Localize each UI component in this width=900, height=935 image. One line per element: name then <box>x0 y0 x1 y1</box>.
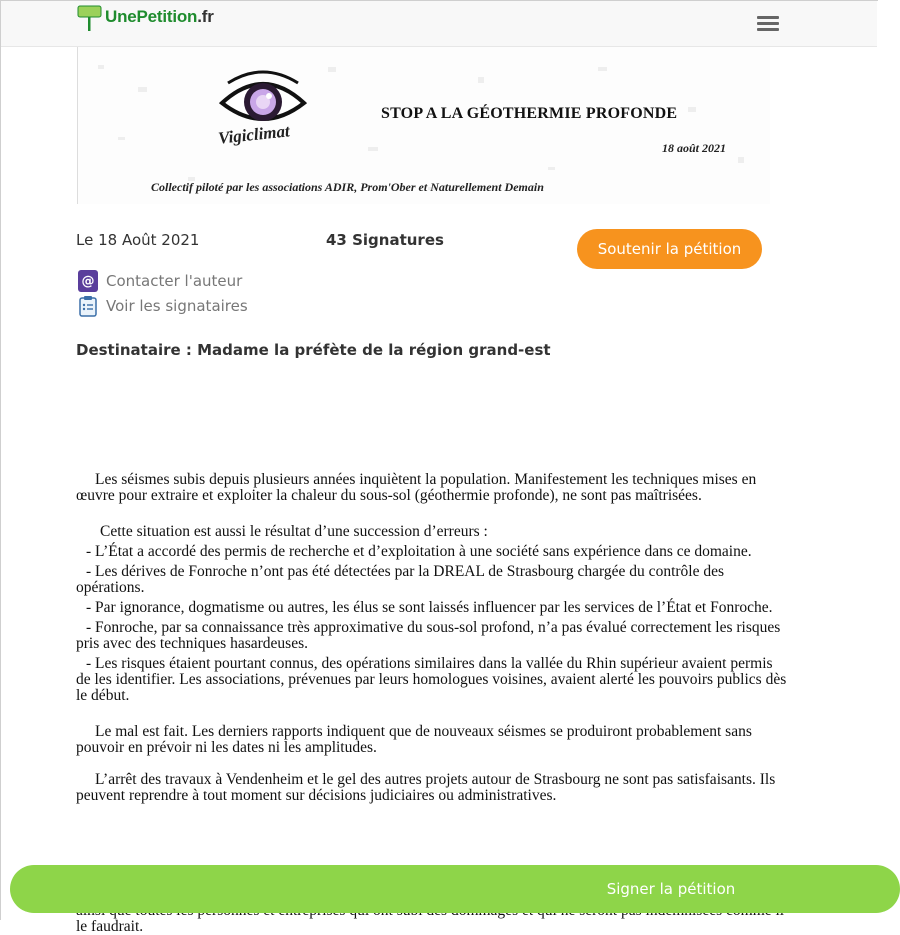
petition-banner-image <box>77 47 770 204</box>
clipboard-list-icon <box>78 295 98 317</box>
petition-recipient: Destinataire : Madame la préfète de la région grand-est <box>76 341 551 359</box>
at-sign-icon: @ <box>78 270 98 292</box>
body-paragraph-cutoff: le faudrait. <box>76 918 144 935</box>
protest-sign-icon <box>77 3 103 31</box>
view-signatories-link[interactable] <box>78 295 248 317</box>
body-paragraph: L’arrêt des travaux à Vendenheim et le gel des autres projets autour de Strasbourg ne sont pas satisfaisants. Ils peuvent reprendre à tout moment sur décisions judiciaires ou administratives. <box>76 771 776 804</box>
signature-count: 43 Signatures <box>326 231 444 249</box>
petition-body <box>76 472 790 804</box>
body-paragraph: Le mal est fait. Les derniers rapports indiquent que de nouveaux séismes se produiront probablement sans pouvoir en prévoir ni les dates ni les amplitudes. <box>76 723 752 756</box>
banner-title: STOP A LA GÉOTHERMIE PROFONDE <box>381 105 678 122</box>
contact-author-link[interactable] <box>78 270 242 292</box>
body-bullet: - L’État a accordé des permis de recherche et d’exploitation à une société sans expérience dans ce domaine. <box>86 543 752 560</box>
hamburger-menu-icon[interactable] <box>757 16 779 32</box>
view-signatories-label: Voir les signataires <box>106 297 248 315</box>
sign-petition-label: Signer la pétition <box>606 880 736 898</box>
contact-author-label: Contacter l'auteur <box>106 272 243 290</box>
banner-subtitle: Collectif piloté par les associations ADIR, Prom'Ober et Naturellement Demain <box>151 180 544 194</box>
body-paragraph: Les séismes subis depuis plusieurs années inquiètent la population. Manifestement les techniques mises en œuvre pour extraire et exploiter la chaleur du sous-sol (géothermie profonde), ne sont pas maîtrisées. <box>76 471 757 504</box>
body-bullet: - Les dérives de Fonroche n’ont pas été détectées par la DREAL de Strasbourg chargée du contrôle des opérations. <box>76 563 725 596</box>
window-border-left <box>0 0 1 920</box>
body-bullet: - Les risques étaient pourtant connus, des opérations similaires dans la vallée du Rhin supérieur avaient permis de les identifier. Les associations, prévenues par leurs homologues voisines, avaient alerté les pouvoirs publics dès le début. <box>76 655 787 704</box>
site-header <box>1 1 877 47</box>
body-bullet: - Fonroche, par sa connaissance très approximative du sous-sol profond, n’a pas évalué correctement les risques pris avec des techniques hasardeuses. <box>76 619 781 652</box>
body-paragraph: Cette situation est aussi le résultat d’une succession d’erreurs : <box>100 523 488 540</box>
banner-date: 18 août 2021 <box>662 141 727 155</box>
body-bullet: - Par ignorance, dogmatisme ou autres, les élus se sont laissés influencer par les services de l’État et Fonroche. <box>86 599 773 616</box>
logo-text-main: UnePetition <box>105 7 198 26</box>
petition-date: Le 18 Août 2021 <box>76 231 200 249</box>
logo-text-tld: .fr <box>197 7 214 26</box>
support-petition-button[interactable]: Soutenir la pétition <box>577 229 762 269</box>
banner-brand: Vigiclimat <box>217 121 291 148</box>
site-logo[interactable] <box>77 3 214 31</box>
sign-petition-button[interactable] <box>10 865 900 913</box>
